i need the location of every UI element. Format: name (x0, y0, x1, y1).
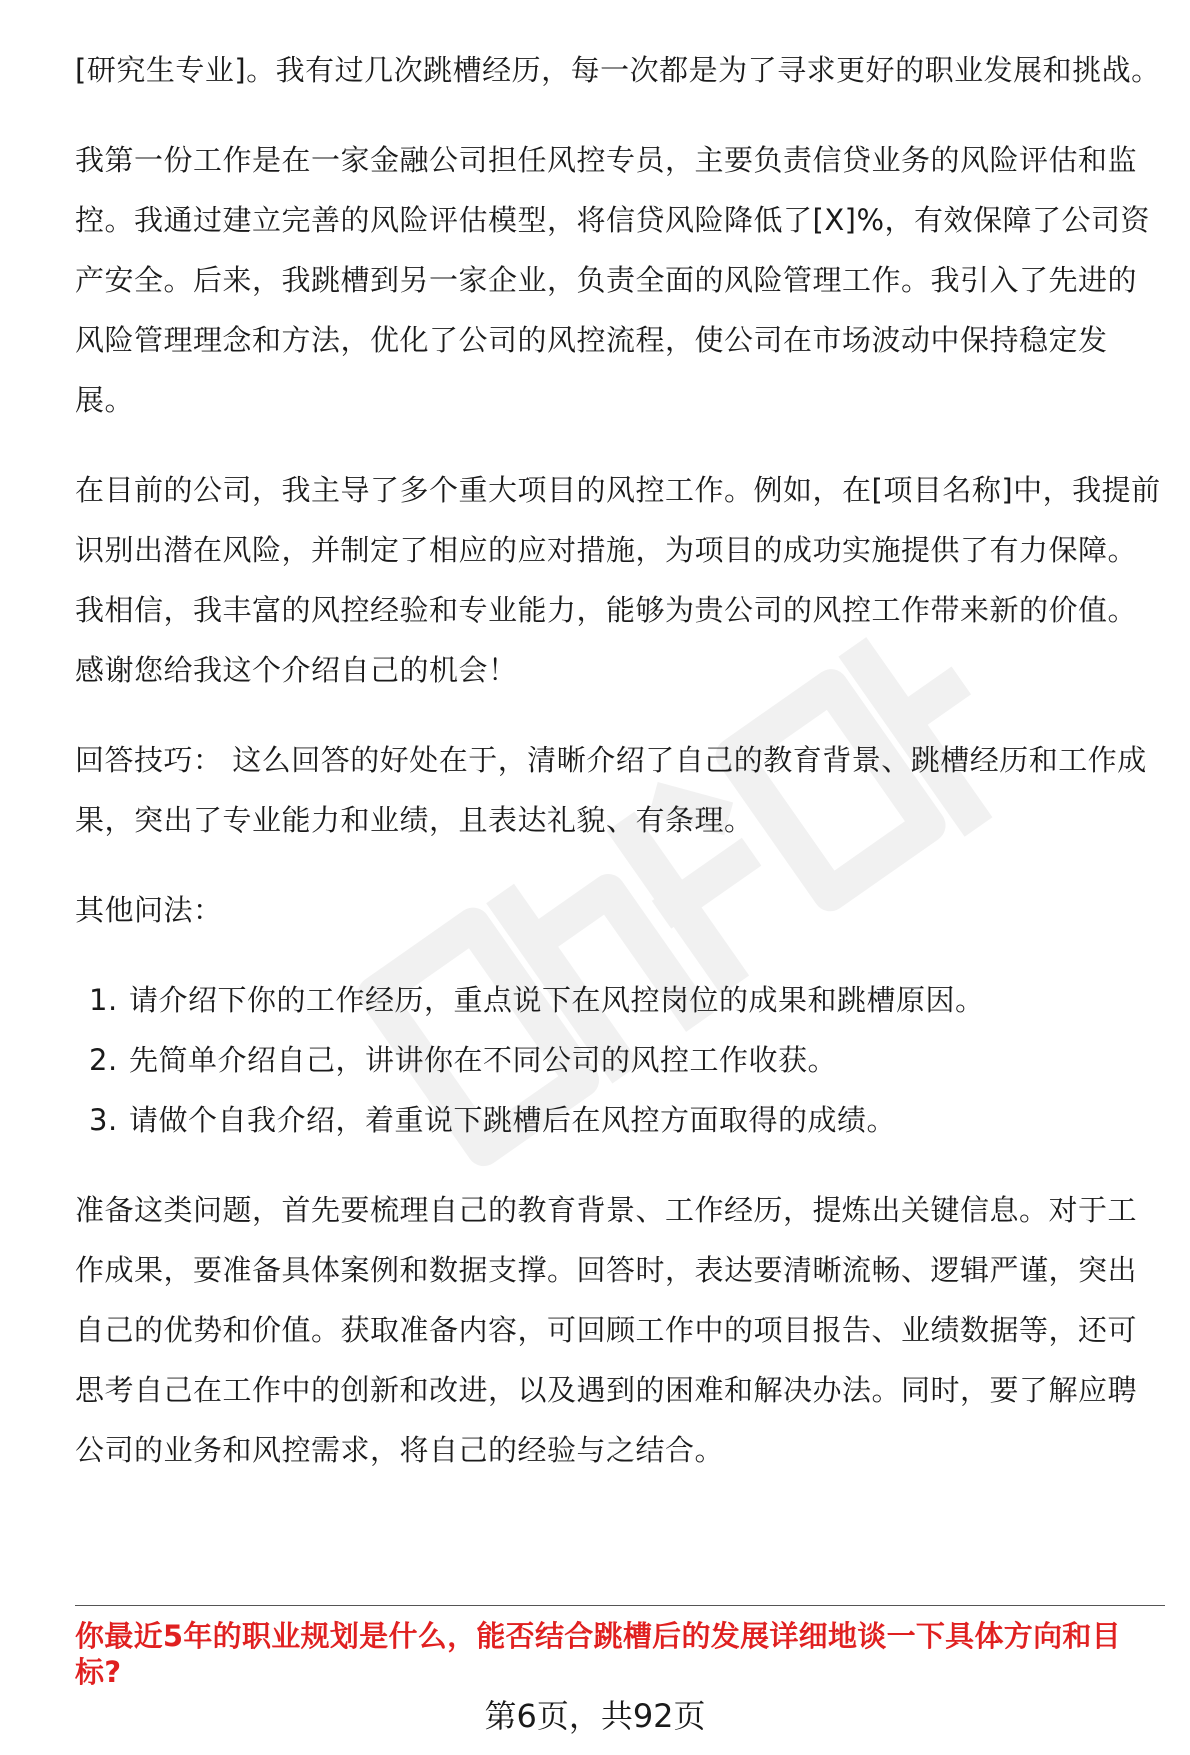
paragraph-intro-end: [研究生专业]。我有过几次跳槽经历，每一次都是为了寻求更好的职业发展和挑战。 (75, 53, 1161, 87)
page-number-footer: 第6页，共92页 (484, 1697, 706, 1735)
list-item-text: 请做个自我介绍，着重说下跳槽后在风控方面取得的成绩。 (129, 1103, 897, 1137)
section-divider (75, 1605, 1165, 1606)
list-item (75, 970, 1165, 1030)
paragraph-preparation-advice: 准备这类问题，首先要梳理自己的教育背景、工作经历，提炼出关键信息。对于工作成果，要准备具体案例和数据支撑。回答时，表达要清晰流畅、逻辑严谨，突出自己的优势和价值。获取准备内容，可回顾工作中的项目报告、业绩数据等，还可思考自己在工作中的创新和改进，以及遇到的困难和解决办法。同时，要了解应聘公司的业务和风控需求，将自己的经验与之结合。 (75, 1193, 1138, 1467)
paragraph-other-questions-heading: 其他问法： (75, 893, 223, 927)
list-item (75, 1090, 1165, 1150)
next-question-heading: 你最近5年的职业规划是什么，能否结合跳槽后的发展详细地谈一下具体方向和目标? (75, 1619, 1121, 1689)
list-item (75, 1030, 1165, 1090)
list-item-number: 2. (89, 1043, 118, 1077)
list-item-text: 请介绍下你的工作经历，重点说下在风控岗位的成果和跳槽原因。 (129, 983, 985, 1017)
paragraph-answer-tips: 回答技巧： 这么回答的好处在于，清晰介绍了自己的教育背景、跳槽经历和工作成果，突出了专业能力和业绩，且表达礼貌、有条理。 (75, 743, 1147, 837)
list-item-text: 先简单介绍自己，讲讲你在不同公司的风控工作收获。 (129, 1043, 838, 1077)
document-body (75, 40, 1165, 1480)
paragraph-current-company: 在目前的公司，我主导了多个重大项目的风控工作。例如，在[项目名称]中，我提前识别出潜在风险，并制定了相应的应对措施，为项目的成功实施提供了有力保障。我相信，我丰富的风控经验和专业能力，能够为贵公司的风控工作带来新的价值。感谢您给我这个介绍自己的机会！ (75, 473, 1161, 687)
list-item-number: 3. (89, 1103, 118, 1137)
list-item-number: 1. (89, 983, 118, 1017)
paragraph-work-history: 我第一份工作是在一家金融公司担任风控专员，主要负责信贷业务的风险评估和监控。我通过建立完善的风险评估模型，将信贷风险降低了[X]%，有效保障了公司资产安全。后来，我跳槽到另一家企业，负责全面的风险管理工作。我引入了先进的风险管理理念和方法，优化了公司的风控流程，使公司在市场波动中保持稳定发展。 (75, 143, 1151, 417)
other-questions-list (75, 970, 1165, 1150)
